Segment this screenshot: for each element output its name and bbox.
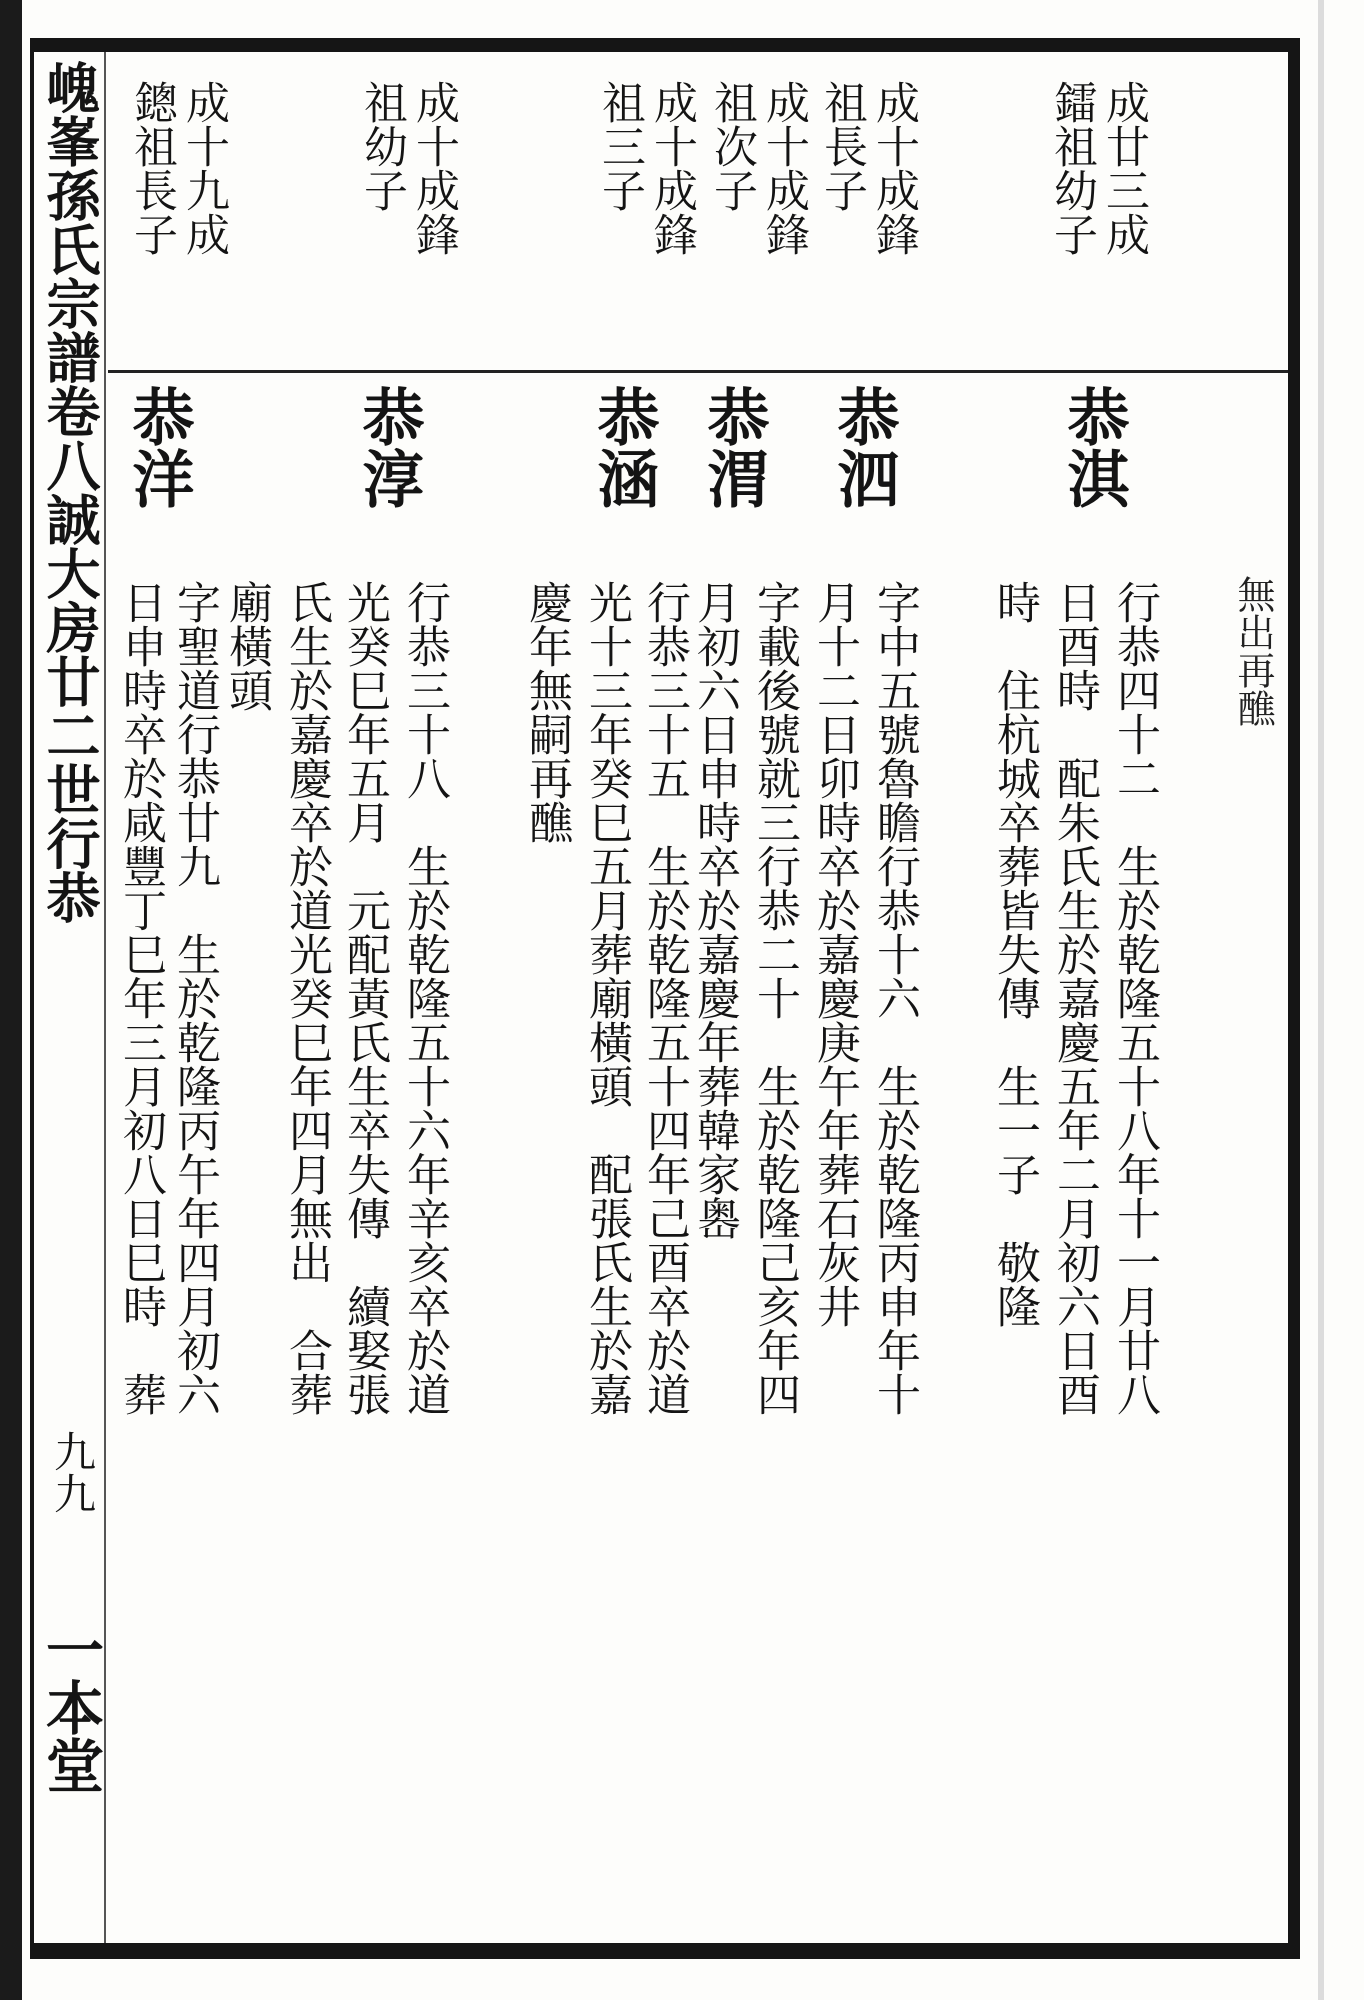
entry-bio-line: 行恭三十五 生於乾隆五十四年己酉卒於道 xyxy=(639,580,690,1416)
entry-bio-line: 行恭三十八 生於乾隆五十六年辛亥卒於道 xyxy=(399,580,450,1416)
lineage-note-3: 成十成鋒 xyxy=(868,80,919,256)
side-note: 無出再醮 xyxy=(1231,575,1275,727)
entry-bio-line: 氏生於嘉慶卒於道光癸巳年四月無出 合葬 xyxy=(281,580,332,1416)
entry-bio-line: 字聖道行恭廿九 生於乾隆丙午年四月初六 xyxy=(169,580,220,1416)
spine-title: 㟴峯孫氏宗譜 xyxy=(38,60,102,384)
spine-section: 誠大房廿二世行恭 xyxy=(38,492,102,924)
lineage-note-2: 鐳祖幼子 xyxy=(1046,80,1097,256)
entry-bio-line: 日酉時 配朱氏生於嘉慶五年二月初六日酉 xyxy=(1049,580,1100,1416)
lineage-note-1: 成廿三成 xyxy=(1098,80,1149,256)
frame-top-border xyxy=(30,38,1300,52)
entry-bio-line: 時 住杭城卒葬皆失傳 生一子 敬隆 xyxy=(989,580,1040,1328)
entry-bio-line: 月十二日卯時卒於嘉慶庚午年葬石灰井 xyxy=(809,580,860,1328)
page-gutter xyxy=(22,0,30,2000)
entry-name-gonghan: 恭涵 xyxy=(587,385,660,509)
entry-bio-line: 廟橫頭 xyxy=(221,580,272,712)
entry-name-gongqi: 恭淇 xyxy=(1057,385,1130,509)
studio-name: 一本堂 xyxy=(36,1620,104,1794)
entry-bio-line: 光癸巳年五月 元配黃氏生卒失傳 續娶張 xyxy=(339,580,390,1416)
folio-number: 九九 xyxy=(48,1430,97,1514)
entry-name-gongchun: 恭淳 xyxy=(352,385,425,509)
frame-left-border xyxy=(30,38,34,1959)
lineage-note-7: 成十成鋒 xyxy=(646,80,697,256)
entry-bio-line: 慶年無嗣再醮 xyxy=(521,580,572,844)
frame-bottom-border xyxy=(30,1943,1300,1959)
lineage-note-4: 祖長子 xyxy=(816,80,867,212)
entry-bio-line: 月初六日申時卒於嘉慶年葬韓家嶴 xyxy=(689,580,740,1240)
lineage-note-11: 成十九成 xyxy=(178,80,229,256)
spine-volume: 卷八 xyxy=(38,384,102,492)
entry-bio-line: 日申時卒於咸豐丁巳年三月初八日巳時 葬 xyxy=(115,580,166,1416)
entry-bio-line: 字載後號就三行恭二十 生於乾隆己亥年四 xyxy=(749,580,800,1416)
spine-text xyxy=(40,60,100,1320)
entry-name-gongyang: 恭洋 xyxy=(122,385,195,509)
lineage-note-9: 成十成鋒 xyxy=(408,80,459,256)
entry-name-gongsi: 恭泗 xyxy=(827,385,900,509)
lineage-note-12: 鏓祖長子 xyxy=(126,80,177,256)
entry-name-gongwei: 恭渭 xyxy=(697,385,770,509)
lineage-note-5: 成十成鋒 xyxy=(758,80,809,256)
page-right-edge xyxy=(1318,0,1324,2000)
upper-band-divider xyxy=(108,370,1288,373)
frame-right-border xyxy=(1288,38,1300,1959)
page-left-edge xyxy=(0,0,22,2000)
lineage-note-8: 祖三子 xyxy=(594,80,645,212)
lineage-note-6: 祖次子 xyxy=(706,80,757,212)
lineage-note-10: 祖幼子 xyxy=(356,80,407,212)
entry-bio-line: 字中五號魯瞻行恭十六 生於乾隆丙申年十 xyxy=(869,580,920,1416)
spine-divider xyxy=(104,52,106,1943)
entry-bio-line: 光十三年癸巳五月葬廟橫頭 配張氏生於嘉 xyxy=(581,580,632,1416)
entry-bio-line: 行恭四十二 生於乾隆五十八年十一月廿八 xyxy=(1109,580,1160,1416)
